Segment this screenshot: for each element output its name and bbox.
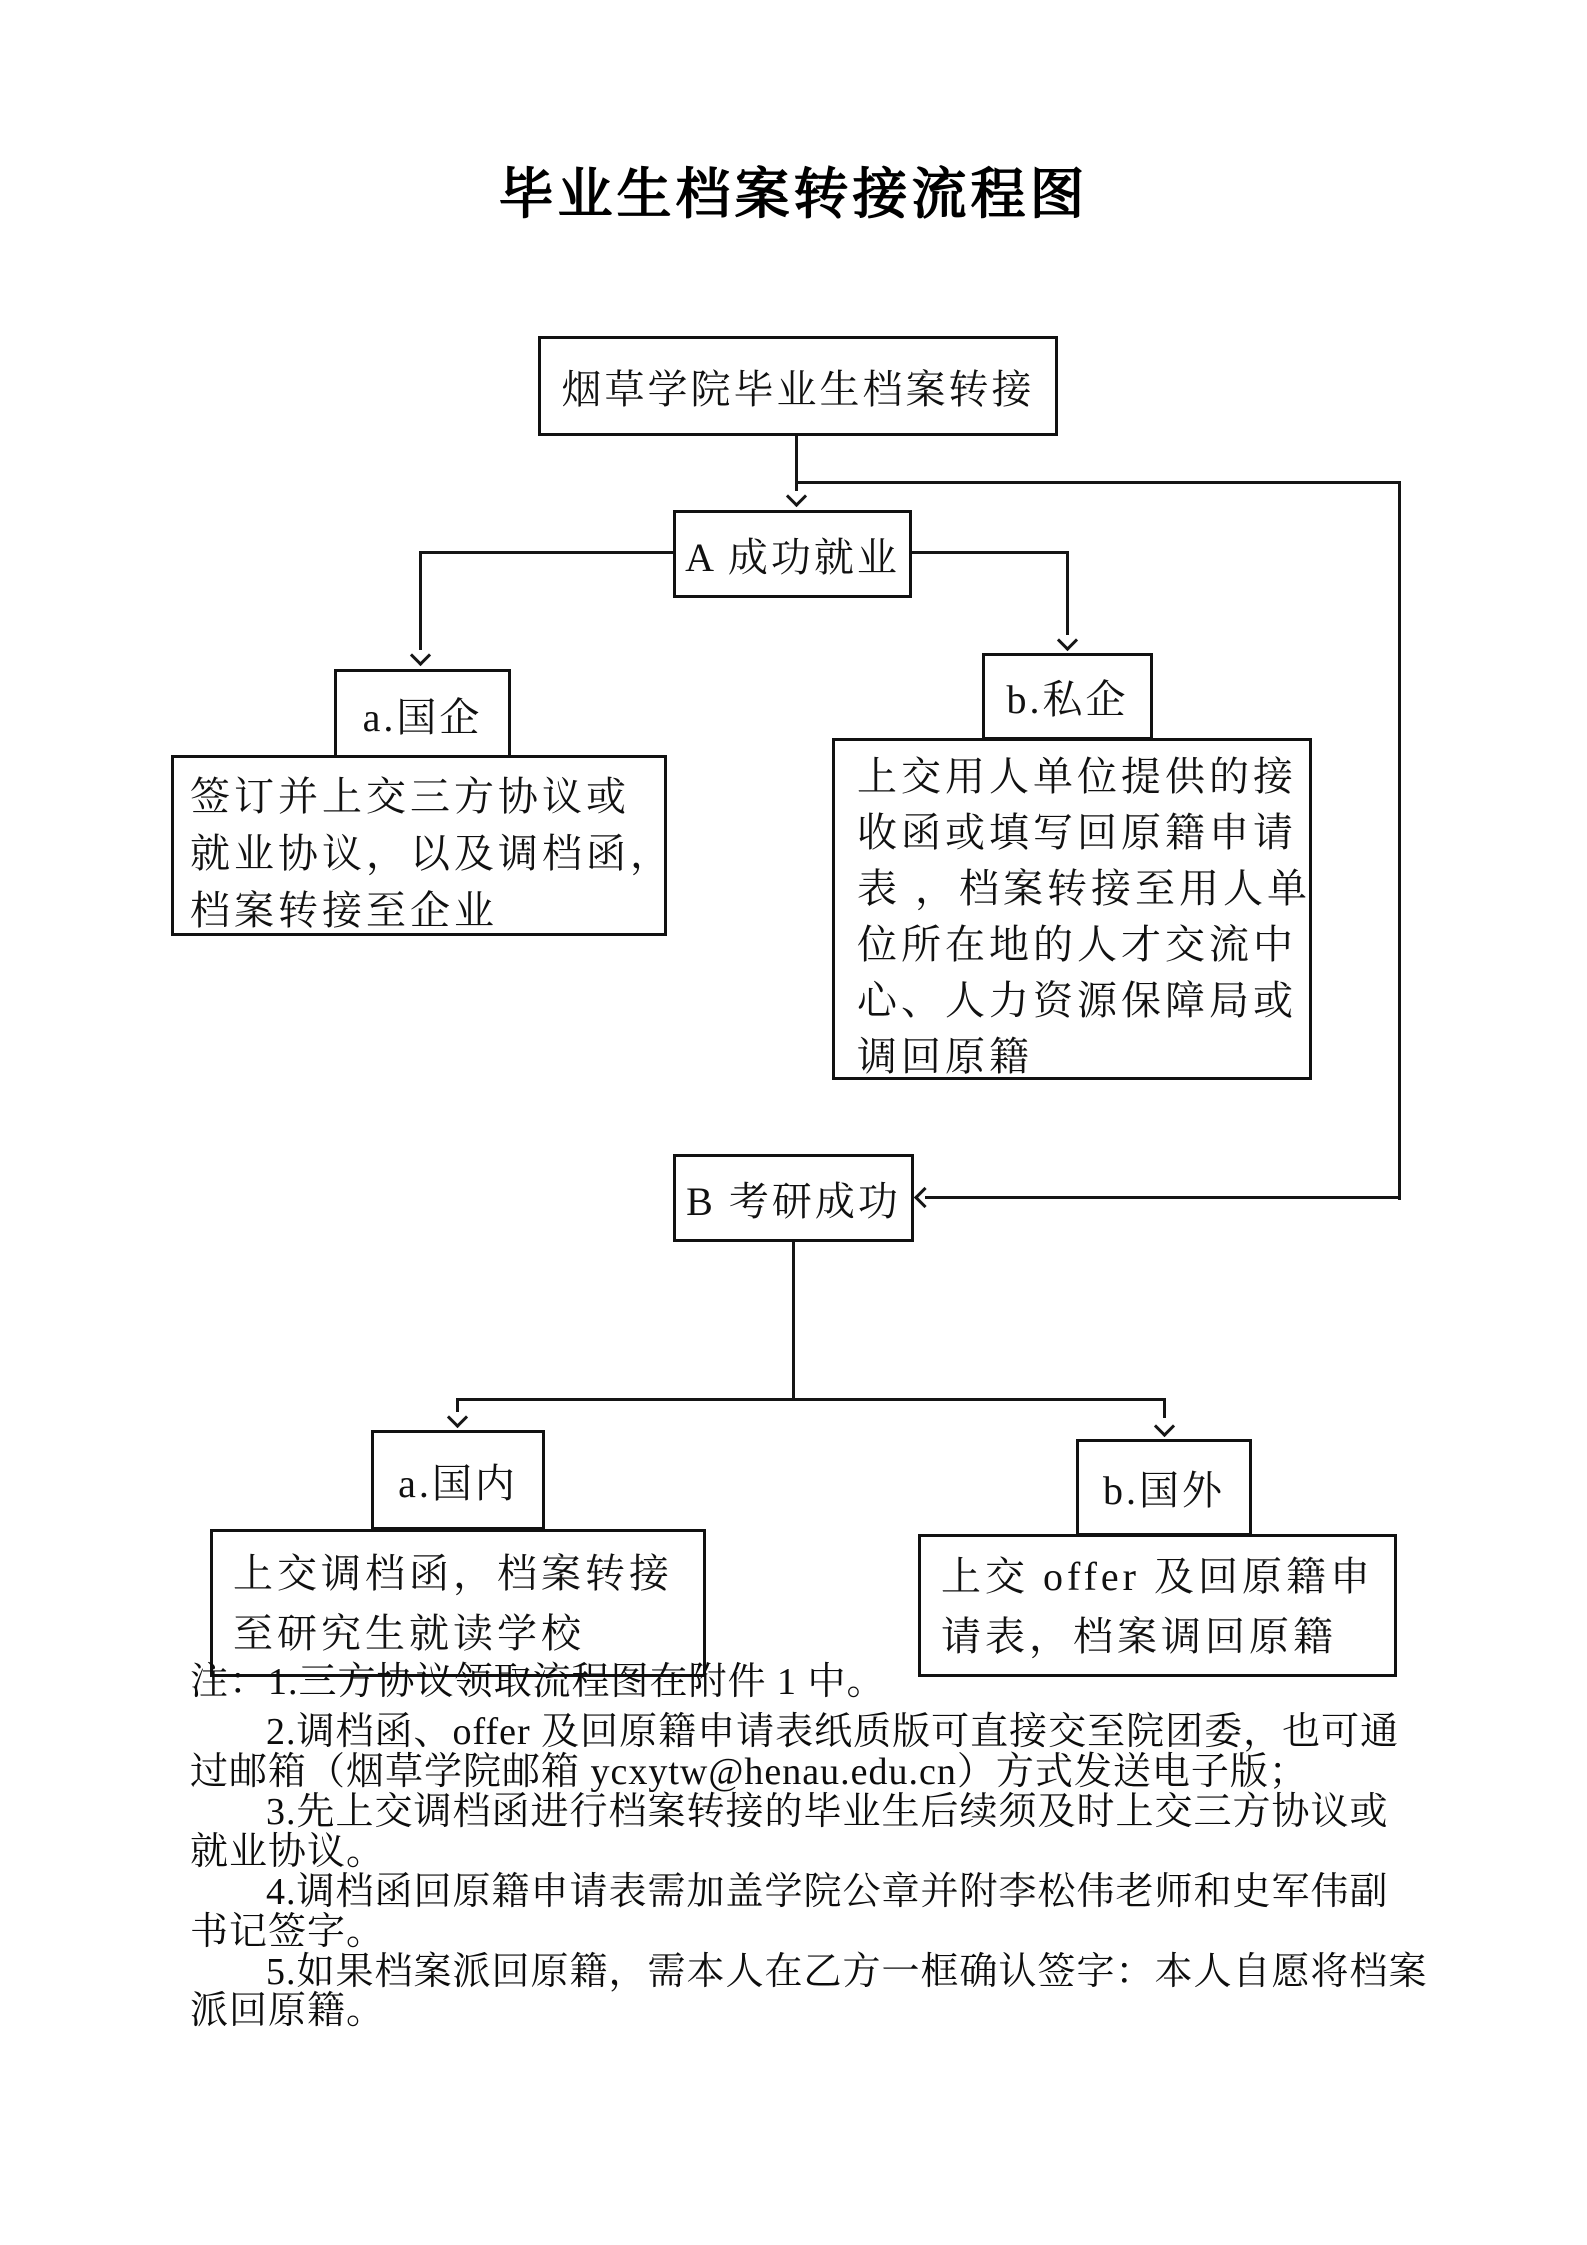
node-root-label: 烟草学院毕业生档案转接	[561, 366, 1035, 412]
note-line-5: 就业协议。	[190, 1831, 386, 1873]
detail-line: 上交用人单位提供的接	[857, 754, 1297, 799]
detail-line: 位所在地的人才交流中	[857, 922, 1297, 967]
detail-line: 签订并上交三方协议或	[190, 774, 630, 819]
connector-employment-left-v	[419, 551, 422, 650]
detail-line: 至研究生就读学校	[233, 1611, 585, 1656]
note-line-7: 书记签字。	[190, 1911, 386, 1953]
node-private	[982, 653, 1153, 740]
connector-right-vertical	[1398, 481, 1401, 1200]
note-line-4: 3.先上交调档函进行档案转接的毕业生后续须及时上交三方协议或	[266, 1791, 1389, 1833]
connector-employment-right-v	[1066, 551, 1069, 635]
note-line-6: 4.调档函回原籍申请表需加盖学院公章并附李松伟老师和史军伟副	[266, 1871, 1389, 1913]
node-domestic-label: a.国内	[398, 1460, 518, 1506]
node-state-owned-label: a.国企	[362, 694, 483, 740]
note-line-1: 注：1.三方协议领取流程图在附件 1 中。	[190, 1661, 886, 1703]
detail-line: 上交 offer 及回原籍申	[941, 1554, 1374, 1599]
node-private-detail	[832, 738, 1312, 1080]
connector-postgrad-splitter	[456, 1398, 1166, 1401]
note-line-3: 过邮箱（烟草学院邮箱 ycxytw@henau.edu.cn）方式发送电子版；	[190, 1751, 1308, 1793]
node-domestic	[371, 1430, 545, 1530]
node-private-label: b.私企	[1006, 677, 1129, 722]
node-root	[538, 336, 1058, 436]
detail-line: 就业协议，以及调档函，	[190, 831, 674, 876]
node-abroad-label: b.国外	[1103, 1468, 1225, 1513]
connector-postgrad-down	[792, 1242, 795, 1401]
detail-line: 调回原籍	[857, 1034, 1033, 1079]
node-postgrad-label: B 考研成功	[686, 1178, 901, 1224]
node-state-owned	[334, 669, 511, 759]
detail-line: 请表，档案调回原籍	[941, 1614, 1337, 1659]
detail-line: 表 ，档案转接至用人单	[857, 866, 1311, 911]
arrow-down-into-employment-icon	[786, 486, 807, 507]
note-line-2: 2.调档函、offer 及回原籍申请表纸质版可直接交至院团委，也可通	[266, 1711, 1400, 1753]
detail-line: 档案转接至企业	[190, 888, 498, 933]
arrow-down-into-state-owned-icon	[410, 645, 431, 666]
node-postgrad	[673, 1154, 914, 1242]
connector-employment-right-h	[910, 551, 1069, 554]
arrow-down-into-abroad-icon	[1154, 1416, 1175, 1437]
detail-line: 收函或填写回原籍申请	[857, 810, 1297, 855]
arrow-down-into-domestic-icon	[447, 1407, 468, 1428]
detail-line: 上交调档函，档案转接	[233, 1551, 673, 1596]
page-title: 毕业生档案转接流程图	[498, 163, 1089, 225]
node-state-owned-detail	[171, 755, 674, 936]
arrow-left-into-postgrad-icon	[914, 1187, 935, 1208]
connector-into-postgrad	[925, 1196, 1401, 1199]
connector-employment-left-h	[419, 551, 675, 554]
node-employment-label: A 成功就业	[685, 534, 900, 580]
node-employment	[673, 510, 912, 598]
connector-root-to-right	[795, 481, 1401, 484]
note-line-9: 派回原籍。	[190, 1990, 386, 2032]
node-abroad-detail	[918, 1534, 1397, 1677]
node-abroad	[1076, 1439, 1252, 1536]
note-line-8: 5.如果档案派回原籍，需本人在乙方一框确认签字：本人自愿将档案	[266, 1951, 1428, 1993]
arrow-down-into-private-icon	[1057, 630, 1078, 651]
detail-line: 心、人力资源保障局或	[857, 978, 1297, 1023]
